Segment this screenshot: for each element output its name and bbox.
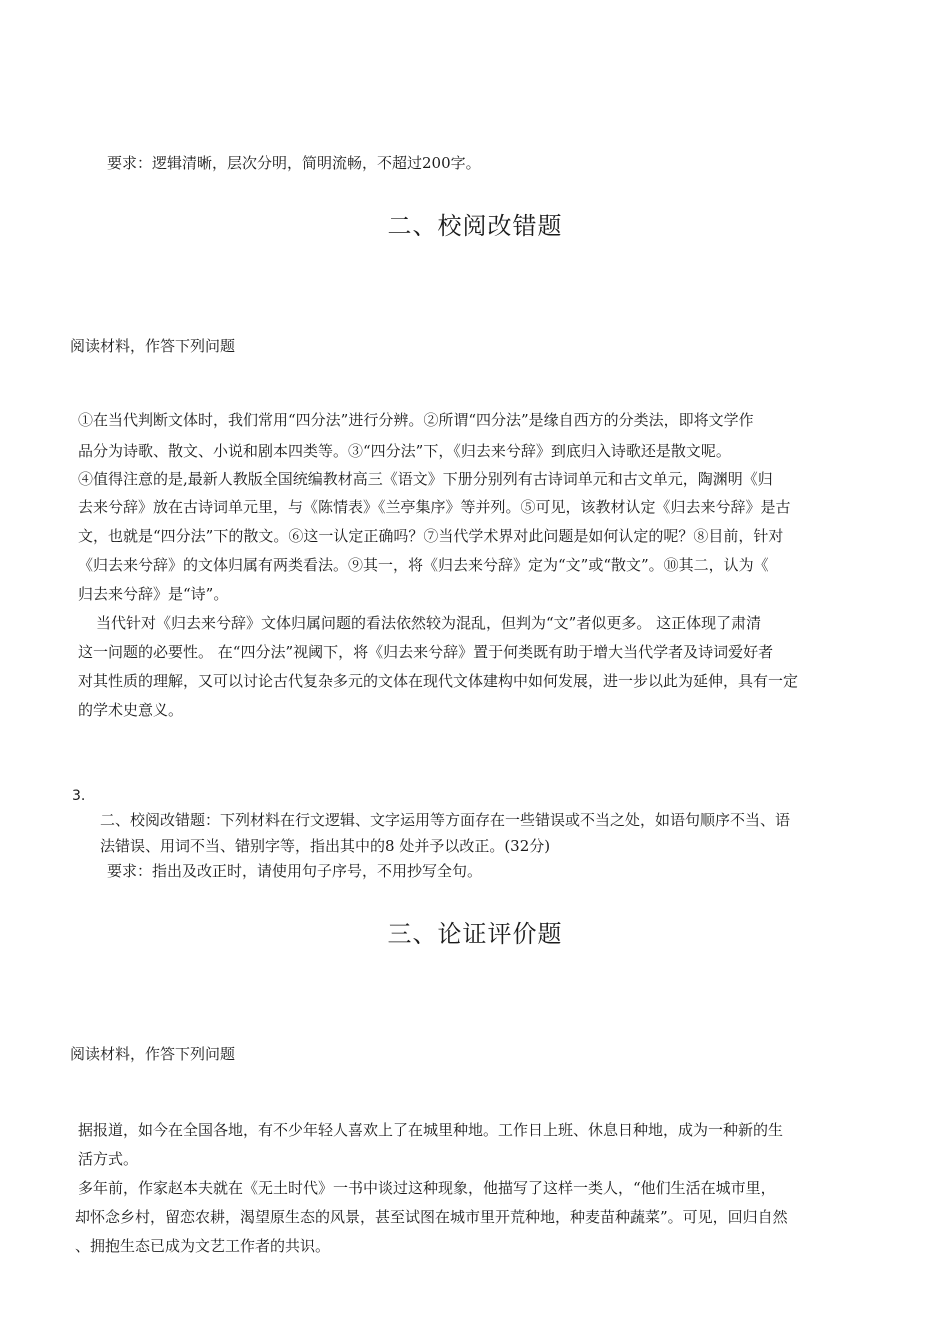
passage-line: 归去来兮辞》是“诗”。 [78, 585, 229, 603]
passage-line: ④值得注意的是,最新人教版全国统编教材高三《语文》下册分别列有古诗词单元和古文单元，陶渊明《归 [78, 470, 773, 488]
passage-line: 文，也就是“四分法”下的散文。⑥这一认定正确吗？⑦当代学术界对此问题是如何认定的呢？⑧目前，针对 [78, 527, 784, 545]
passage-line: 、拥抱生态已成为文艺工作者的共识。 [75, 1237, 331, 1255]
passage-line: 据报道，如今在全国各地，有不少年轻人喜欢上了在城里种地。工作日上班、休息日种地，成为一种新的生 [78, 1121, 784, 1139]
requirement-text: 要求：逻辑清晰，层次分明，简明流畅，不超过200字。 [107, 154, 481, 172]
section-instruction: 阅读材料，作答下列问题 [70, 1045, 236, 1063]
section-heading-argument: 三、论证评价题 [387, 920, 563, 948]
passage-line: 品分为诗歌、散文、小说和剧本四类等。③“四分法”下，《归去来兮辞》到底归入诗歌还是散文呢。 [78, 442, 731, 460]
question-text: 二、校阅改错题：下列材料在行文逻辑、文字运用等方面存在一些错误或不当之处，如语句顺序不当、语 [100, 811, 791, 829]
passage-line: 这一问题的必要性。 在“四分法”视阈下，将《归去来兮辞》置于何类既有助于增大当代学者及诗词爱好者 [78, 643, 774, 661]
passage-line: ①在当代判断文体时，我们常用“四分法”进行分辨。②所谓“四分法”是缘自西方的分类法，即将文学作 [78, 411, 754, 429]
passage-line: 对其性质的理解，又可以讨论古代复杂多元的文体在现代文体建构中如何发展，进一步以此为延伸，具有一定 [78, 672, 799, 690]
passage-line: 多年前，作家赵本夫就在《无土时代》一书中谈过这种现象，他描写了这样一类人，“他们生活在城市里， [78, 1179, 776, 1197]
passage-line: 当代针对《归去来兮辞》文体归属问题的看法依然较为混乱，但判为“文”者似更多。 这正体现了肃清 [96, 614, 762, 632]
question-text: 法错误、用词不当、错别字等，指出其中的8 处并予以改正。(32分) [100, 837, 551, 855]
section-instruction: 阅读材料，作答下列问题 [70, 337, 236, 355]
passage-line: 却怀念乡村，留恋农耕，渴望原生态的风景，甚至试图在城市里开荒种地，种麦苗种蔬菜”。可见，回归自然 [75, 1208, 788, 1226]
passage-line: 的学术史意义。 [78, 701, 184, 719]
question-requirement: 要求：指出及改正时，请使用句子序号，不用抄写全句。 [107, 862, 483, 880]
passage-line: 活方式。 [78, 1150, 139, 1168]
section-heading-proofreading: 二、校阅改错题 [387, 212, 563, 240]
passage-line: 《归去来兮辞》的文体归属有两类看法。⑨其一，将《归去来兮辞》定为“文”或“散文”。⑩其二，认为《 [78, 556, 769, 574]
question-number: 3. [72, 788, 86, 804]
passage-line: 去来兮辞》放在古诗词单元里，与《陈情表》《兰亭集序》等并列。⑤可见，该教材认定《归去来兮辞》是古 [78, 498, 791, 516]
